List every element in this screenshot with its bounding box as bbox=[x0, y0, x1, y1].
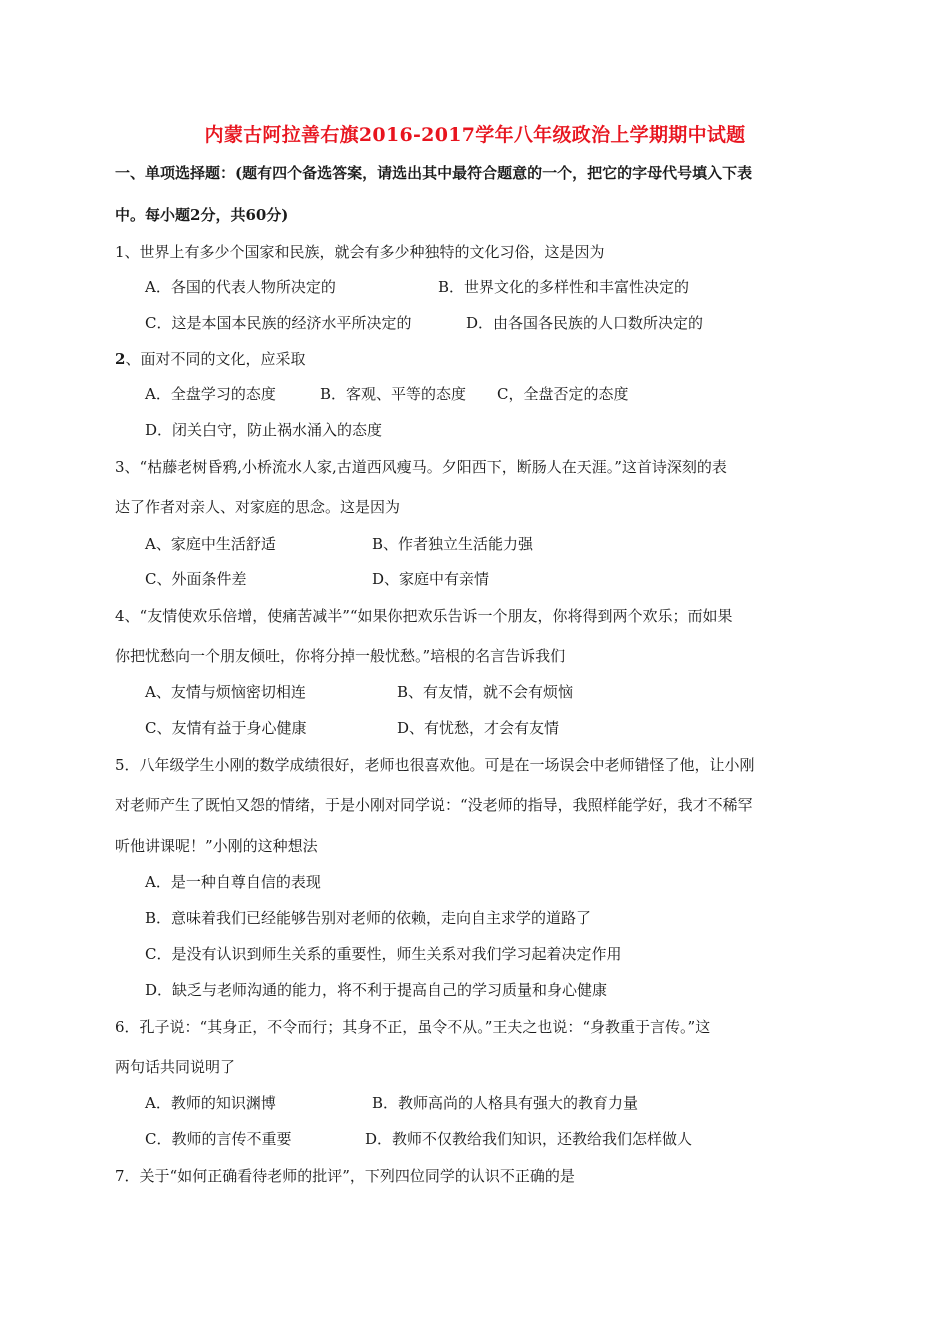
question-6-option-a: A．教师的知识渊博 bbox=[145, 1094, 276, 1112]
question-6-stem-line-2: 两句话共同说明了 bbox=[115, 1058, 236, 1076]
question-2-option-a: A．全盘学习的态度 bbox=[145, 385, 276, 403]
question-4-option-c: C、友情有益于身心健康 bbox=[145, 719, 307, 737]
section-heading-line-2: 中。每小题2分，共60分) bbox=[115, 206, 289, 224]
question-1-option-c: C．这是本国本民族的经济水平所决定的 bbox=[145, 314, 412, 332]
question-3-stem-line-1: 3、“枯藤老树昏鸦,小桥流水人家,古道西风瘦马。夕阳西下，断肠人在天涯。”这首诗深刻的表 bbox=[115, 458, 727, 476]
question-2-option-b: B．客观、平等的态度 bbox=[320, 385, 467, 403]
question-2-option-c: C，全盘否定的态度 bbox=[497, 385, 629, 403]
question-2-number: 2 bbox=[115, 350, 126, 368]
question-6-stem-line-1: 6．孔子说：“其身正，不令而行；其身不正，虽令不从。”王夫之也说：“身教重于言传。”这 bbox=[115, 1018, 711, 1036]
question-2-option-d: D．闭关白守，防止祸水涌入的态度 bbox=[145, 421, 383, 439]
question-4-option-d: D、有忧愁，才会有友情 bbox=[397, 719, 560, 737]
question-3-option-b: B、作者独立生活能力强 bbox=[372, 535, 534, 553]
question-5-option-a: A．是一种自尊自信的表现 bbox=[145, 873, 321, 891]
question-1-option-a: A．各国的代表人物所决定的 bbox=[145, 278, 336, 296]
question-3-stem-line-2: 达了作者对亲人、对家庭的思念。这是因为 bbox=[115, 498, 401, 516]
question-4-stem-line-2: 你把忧愁向一个朋友倾吐，你将分掉一般忧愁。”培根的名言告诉我们 bbox=[115, 647, 566, 665]
question-5-option-b: B．意味着我们已经能够告别对老师的依赖，走向自主求学的道路了 bbox=[145, 909, 592, 927]
question-1-option-d: D．由各国各民族的人口数所决定的 bbox=[466, 314, 704, 332]
question-5-option-c: C．是没有认识到师生关系的重要性，师生关系对我们学习起着决定作用 bbox=[145, 945, 622, 963]
question-6-option-b: B．教师高尚的人格具有强大的教育力量 bbox=[372, 1094, 639, 1112]
question-5-option-d: D．缺乏与老师沟通的能力，将不利于提高自己的学习质量和身心健康 bbox=[145, 981, 608, 999]
question-6-option-d: D．教师不仅教给我们知识，还教给我们怎样做人 bbox=[365, 1130, 693, 1148]
question-1-option-b: B．世界文化的多样性和丰富性决定的 bbox=[438, 278, 690, 296]
question-5-stem-line-1: 5．八年级学生小刚的数学成绩很好，老师也很喜欢他。可是在一场误会中老师错怪了他，让小刚 bbox=[115, 756, 755, 774]
section-heading-line-1: 一、单项选择题：(题有四个备选答案，请选出其中最符合题意的一个，把它的字母代号填入下表 bbox=[115, 164, 753, 182]
question-3-option-c: C、外面条件差 bbox=[145, 570, 247, 588]
question-6-option-c: C．教师的言传不重要 bbox=[145, 1130, 292, 1148]
question-4-stem-line-1: 4、“友情使欢乐倍增，使痛苦减半”“如果你把欢乐告诉一个朋友，你将得到两个欢乐；而如果 bbox=[115, 607, 733, 625]
question-5-stem-line-3: 听他讲课呢！”小刚的这种想法 bbox=[115, 837, 318, 855]
question-2-stem bbox=[115, 349, 305, 369]
question-1-stem: 1、世界上有多少个国家和民族，就会有多少种独特的文化习俗，这是因为 bbox=[115, 243, 605, 261]
question-4-option-b: B、有友情，就不会有烦恼 bbox=[397, 683, 574, 701]
question-5-stem-line-2: 对老师产生了既怕又怨的情绪，于是小刚对同学说：“没老师的指导，我照样能学好，我才不稀罕 bbox=[115, 796, 753, 814]
question-3-option-d: D、家庭中有亲情 bbox=[372, 570, 490, 588]
question-7-stem: 7．关于“如何正确看待老师的批评”，下列四位同学的认识不正确的是 bbox=[115, 1167, 575, 1185]
exam-title: 内蒙古阿拉善右旗2016-2017学年八年级政治上学期期中试题 bbox=[204, 124, 746, 146]
question-3-option-a: A、家庭中生活舒适 bbox=[145, 535, 276, 553]
question-4-option-a: A、友情与烦恼密切相连 bbox=[145, 683, 306, 701]
question-2-stem-text: 、面对不同的文化，应采取 bbox=[125, 350, 306, 368]
